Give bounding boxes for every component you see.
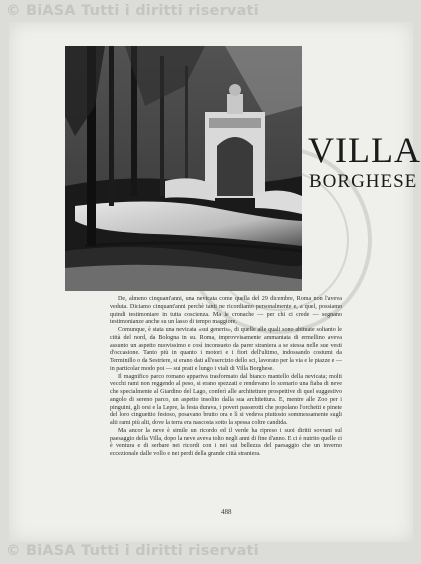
paragraph: De, almeno cinquant'anni, una nevicata come quella del 29 dicembre, Roma non l'aveva veduta. Diciamo cinquant'anni perchè tanti ne ricordiamo personalmente e, a quel, possiamo quindi testimoniare in tutta coscienza. Ma le cronache — per chi ci crede — segnano testimonianze anche su un lasso di tempo maggiore. <box>110 296 342 326</box>
page-number: 488 <box>221 508 232 516</box>
villa-borghese-snow-photo <box>65 46 302 291</box>
article-title-block <box>308 130 421 194</box>
paragraph: Il magnifico parco romano appariva trasformato dal bianco mantello della nevicata; molti vecchi rami non reggendo al peso, si erano spezzati e rendevano lo scenario una fiaba di neve che specialmente al Giardino del Lago, conferì alle architetture prospettive di quel suggestivo angolo di sereno parco, un aspetto insolito dalla sua architettura. E, mentre alle Zoo per i pinguini, gli orsi e la Lepre, la festa durava, i poveri passerotti che popolano l'orchetti e pinete del loro cinguettio festoso, posavano brutto ora e lì si vedeva piuttosto sommessamente sugli alti rami più alti, dove la terra era nascosta sotto la spessa coltre candida. <box>110 373 342 426</box>
watermark-bottom: © BiASA Tutti i diritti riservati <box>6 543 259 559</box>
article-subtitle: BORGHESE <box>309 171 418 192</box>
article-body <box>110 296 342 459</box>
paragraph: Ma ancor la neve è simile un ricordo ed il verde ha ripreso i suoi diritti sovrani sul paesaggio della Villa, dopo la neve aveva tolto negli anni di fine d'anno. E ci è nutrito quelle ci è ventura e di serbare nei ricordi con i nei sui bellezza del paesaggio che un inverno eccezionale dalle vollo e nei perdi della grande città straniera. <box>110 427 342 457</box>
article-title: VILLA <box>308 130 421 170</box>
paragraph: Comunque, è stata una nevicata «sui generis», di quelle alle quali sono abituate soltanto le città del nord, da Bologna in su. Roma, improvvisamente ammantata di ermellino aveva assunto un aspetto nuovissimo e così inconsueto da parer straniera a se stessa nelle sue vesti d'occasione. Tanto più in quanto i motori e i fiori dell'ultimo, indossando costumi da Terminillo o da Sestriere, si erano dati all'esercizio dello sci, lavorato per la via e le piazze e — in particolar modo poi — sui prati e lungo i viali di Villa Borghese. <box>110 327 342 372</box>
watermark-top: © BiASA Tutti i diritti riservati <box>6 3 259 19</box>
